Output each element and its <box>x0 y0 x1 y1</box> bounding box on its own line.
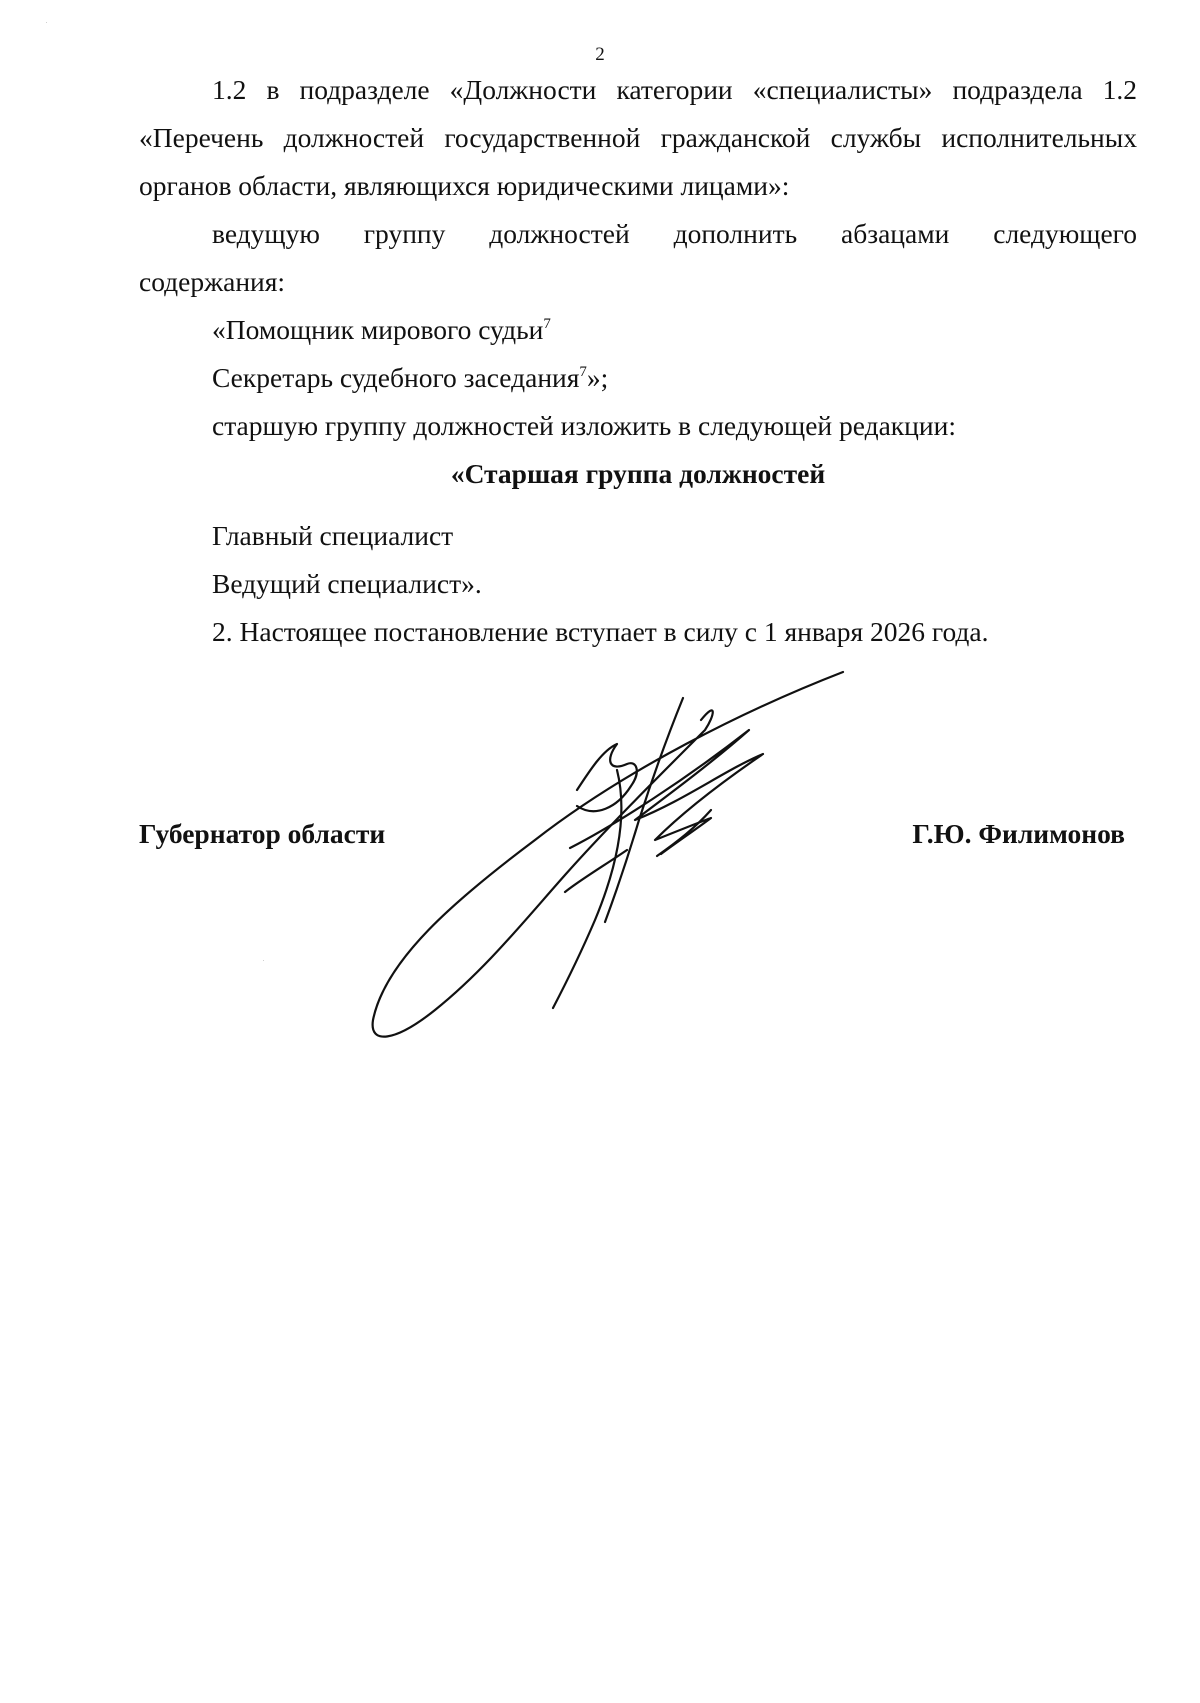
position-title: Секретарь судебного заседания <box>212 362 580 393</box>
scan-speck <box>46 22 47 23</box>
word: следующего <box>993 218 1138 249</box>
word: дополнить <box>673 218 798 249</box>
footnote-marker: 7 <box>543 316 551 332</box>
paragraph-effective-date: 2. Настоящее постановление вступает в силу с 1 января 2026 года. <box>212 616 989 647</box>
word: должностей <box>489 218 630 249</box>
paragraph-amendment-intro: 1.2 в подразделе «Должности категории «специалисты» подраздела 1.2 «Перечень должностей государственной гражданской службы исполнительных органов области, являющихся юридическими лицами»: <box>139 74 1137 201</box>
closing-quote: »; <box>586 362 609 393</box>
signature-stroke <box>373 672 843 1037</box>
paragraph-lead-group-intro <box>139 210 1137 258</box>
signature-stroke <box>570 730 763 854</box>
handwritten-signature <box>365 660 925 1040</box>
word: группу <box>363 218 446 249</box>
list-item-position <box>139 354 1137 402</box>
signer-name: Г.Ю. Филимонов <box>912 818 1125 849</box>
document-body <box>139 66 1137 656</box>
paragraph-lead-group-intro-continuation: содержания: <box>139 266 286 297</box>
scan-speck <box>263 960 264 961</box>
section-heading: «Старшая группа должностей <box>450 458 826 489</box>
list-item-position: Главный специалист <box>212 520 454 551</box>
footnote-marker: 7 <box>579 364 587 380</box>
word: ведущую <box>212 218 320 249</box>
signature-stroke <box>657 810 711 856</box>
word: абзацами <box>841 218 950 249</box>
signer-position: Губернатор области <box>139 818 386 849</box>
list-item-position <box>139 306 1137 354</box>
signature-stroke <box>605 698 683 922</box>
list-item-position: Ведущий специалист». <box>212 568 482 599</box>
position-title: «Помощник мирового судьи <box>212 314 544 345</box>
paragraph-senior-group-intro: старшую группу должностей изложить в следующей редакции: <box>212 410 956 441</box>
page-number: 2 <box>595 44 605 65</box>
